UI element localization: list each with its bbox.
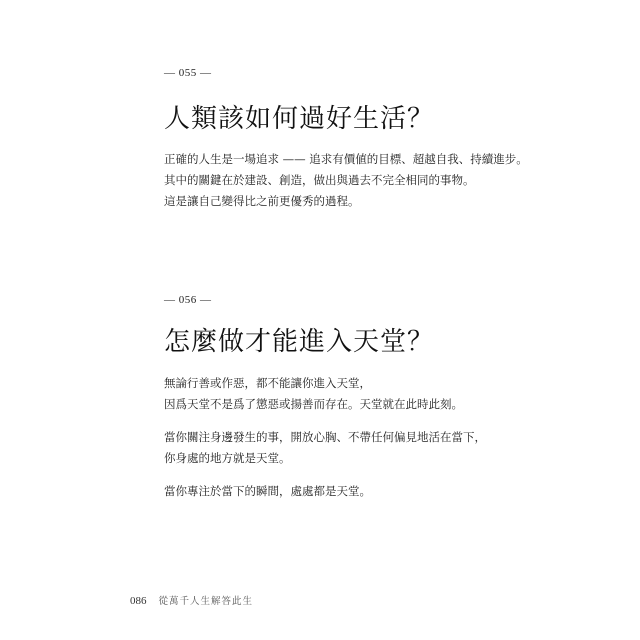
paragraph — [164, 481, 604, 502]
entry-number: — 056 — — [164, 294, 212, 306]
paragraph-line: 因爲天堂不是爲了懲惡或揚善而存在。天堂就在此時此刻。 — [164, 397, 463, 411]
paragraph — [164, 149, 604, 212]
paragraph — [164, 373, 604, 415]
entry-056 — [164, 293, 604, 502]
paragraph-line: 無論行善或作惡，都不能讓你進入天堂， — [164, 376, 371, 390]
paragraph-line: 你身處的地方就是天堂。 — [164, 451, 291, 465]
running-title: 從萬千人生解答此生 — [158, 596, 254, 607]
entry-title: 怎麼做才能進入天堂？ — [164, 327, 435, 357]
entry-body — [164, 373, 604, 502]
entry-055 — [164, 66, 604, 212]
paragraph-line: 當你專注於當下的瞬間，處處都是天堂。 — [164, 484, 371, 498]
paragraph-line: 當你關注身邊發生的事，開放心胸、不帶任何偏見地活在當下， — [164, 430, 486, 444]
entry-body — [164, 149, 604, 212]
paragraph — [164, 427, 604, 469]
page-number: 086 — [130, 595, 147, 607]
entry-title: 人類該如何過好生活？ — [164, 104, 435, 134]
paragraph-line: 這是讓自己變得比之前更優秀的過程。 — [164, 194, 360, 208]
page-footer — [130, 593, 253, 609]
entry-number: — 055 — — [164, 67, 212, 79]
paragraph-line: 正確的人生是一場追求 —— 追求有價値的目標、超越自我、持續進步。 — [164, 152, 528, 166]
paragraph-line: 其中的關鍵在於建設、創造，做出與過去不完全相同的事物。 — [164, 173, 475, 187]
